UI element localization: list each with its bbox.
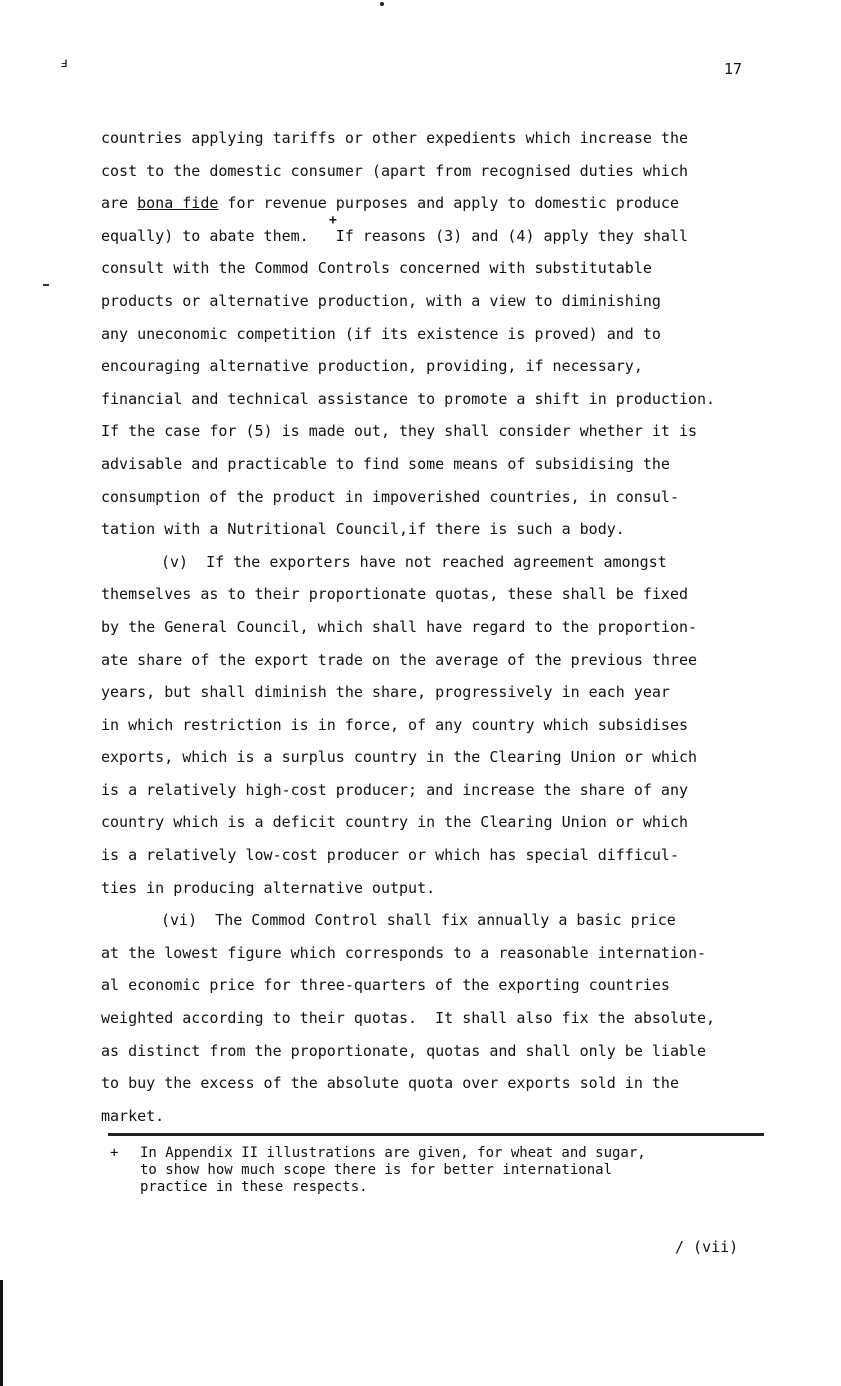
body-line: ties in producing alternative output.	[101, 878, 436, 897]
body-line: is a relatively low-cost producer or which has special difficul-	[101, 846, 679, 865]
body-line: tation with a Nutritional Council,if there is such a body.	[101, 520, 625, 539]
page-number: 17	[724, 60, 743, 78]
corner-mark: ⅎ	[60, 55, 69, 71]
body-line: is a relatively high-cost producer; and increase the share of any	[101, 780, 688, 799]
line-segment: for revenue purposes and apply to domestic produce	[218, 194, 679, 213]
footnote-line: to show how much scope there is for better international	[140, 1162, 613, 1178]
footnote	[110, 1145, 770, 1196]
body-line: advisable and practicable to find some means of subsidising the	[101, 454, 670, 473]
body-line: at the lowest figure which corresponds to a reasonable internation-	[101, 943, 707, 962]
body-line: countries applying tariffs or other expedients which increase the	[101, 129, 688, 147]
body-line	[101, 187, 801, 220]
body-line: consult with the Commod Controls concerned with substitutable	[101, 259, 652, 278]
footnote-line: practice in these respects.	[140, 1179, 368, 1195]
body-line: years, but shall diminish the share, progressively in each year	[101, 683, 670, 702]
paragraph-vi-start: (vi) The Commod Control shall fix annually a basic price	[161, 911, 676, 930]
scan-edge-border	[0, 1280, 3, 1386]
body-line: exports, which is a surplus country in the Clearing Union or which	[101, 748, 698, 767]
body-line: weighted according to their quotas. It shall also fix the absolute,	[101, 1009, 716, 1028]
body-line: consumption of the product in impoverished countries, in consul-	[101, 487, 679, 506]
footnote-reference-mark: +	[329, 213, 337, 228]
body-line: market.	[101, 1106, 165, 1125]
body-line: by the General Council, which shall have regard to the proportion-	[101, 617, 698, 636]
body-line: encouraging alternative production, providing, if necessary,	[101, 357, 643, 376]
body-line: themselves as to their proportionate quotas, these shall be fixed	[101, 585, 688, 604]
body-line: If the case for (5) is made out, they shall consider whether it is	[101, 422, 698, 441]
body-line: as distinct from the proportionate, quotas and shall only be liable	[101, 1041, 707, 1060]
underlined-phrase: bona fide	[137, 194, 219, 213]
body-line: country which is a deficit country in the Clearing Union or which	[101, 813, 688, 832]
margin-dash-mark	[43, 284, 49, 286]
body-line: al economic price for three-quarters of the exporting countries	[101, 976, 670, 995]
body-line: to buy the excess of the absolute quota over exports sold in the	[101, 1074, 679, 1093]
line-segment: are	[101, 194, 138, 213]
body-line: products or alternative production, with a view to diminishing	[101, 291, 661, 310]
body-line: equally) to abate them. If reasons (3) and (4) apply they shall	[101, 226, 688, 245]
body-line: in which restriction is in force, of any country which subsidises	[101, 715, 688, 734]
footnote-divider	[108, 1133, 764, 1136]
body-text	[101, 122, 801, 1132]
footnote-symbol: +	[110, 1145, 119, 1161]
body-line: any uneconomic competition (if its existence is proved) and to	[101, 324, 661, 343]
paragraph-v-start: (v) If the exporters have not reached agreement amongst	[161, 552, 667, 571]
scan-dot-mark	[380, 2, 384, 6]
body-line: financial and technical assistance to promote a shift in production.	[101, 389, 716, 408]
body-line: cost to the domestic consumer (apart from recognised duties which	[101, 161, 688, 180]
body-line: ate share of the export trade on the average of the previous three	[101, 650, 698, 669]
next-section-marker: / (vii)	[675, 1238, 739, 1256]
footnote-line: In Appendix II illustrations are given, for wheat and sugar,	[140, 1145, 646, 1161]
